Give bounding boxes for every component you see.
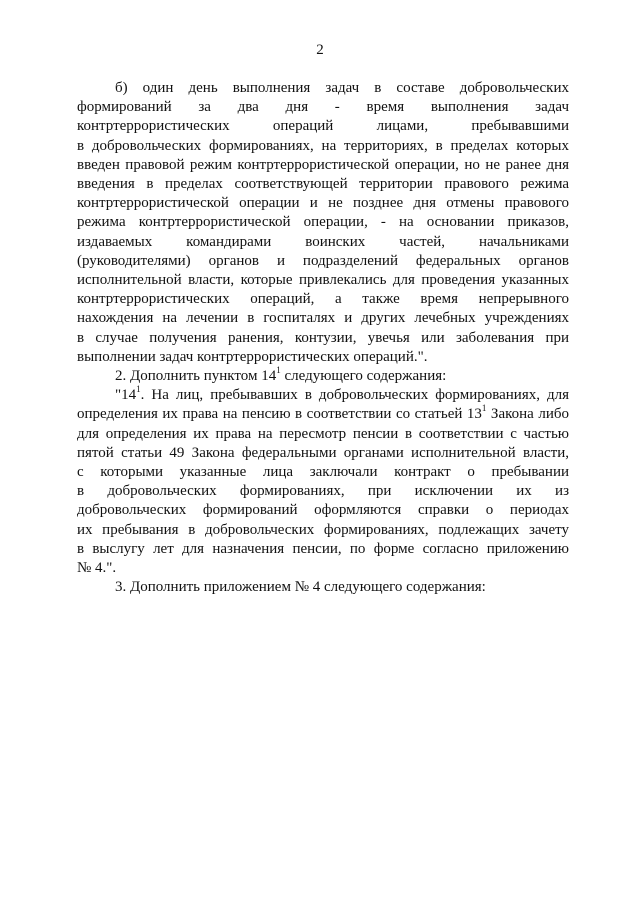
text-segment: . На лиц, пребывавших в добровольческих формированиях, для [140,387,569,404]
text-segment: Закона либо [486,406,569,423]
text-line: в добровольческих формированиях, на территориях, в пределах которых [77,137,569,154]
text-line: в выслугу лет для назначения пенсии, по форме согласно приложению [77,540,569,557]
text-line: введен правовой режим контртеррористической операции, но не ранее дня [77,156,569,173]
text-segment: следующего содержания: [280,368,447,385]
paragraph-4 [77,578,569,597]
text-line: добровольческих формирований оформляются справки о периодах [77,502,569,519]
text-line: в добровольческих формированиях, при исключении их из [77,483,569,500]
text-line: пятой статьи 49 Закона федеральными органами исполнительной власти, [77,444,569,461]
text-line: (руководителями) органов и подразделений федеральных органов [77,252,569,269]
text-line [77,386,569,405]
text-line: контртеррористических операций, а также время непрерывного [77,291,569,308]
text-line: с которыми указанные лица заключали контракт о пребывании [77,464,569,481]
text-line: в случае получения ранения, контузии, увечья или заболевания при [77,329,569,346]
text-line [77,405,569,424]
paragraph-1 [77,79,569,367]
text-segment: "14 [115,387,137,404]
text-line: для определения их права на пересмотр пенсии в соответствии с частью [77,425,569,442]
superscript: 1 [276,365,281,376]
text-line: № 4.". [77,560,117,577]
text-line: исполнительной власти, которые привлекались для проведения указанных [77,272,569,289]
text-line: их пребывания в добровольческих формированиях, подлежащих зачету [77,521,569,538]
page-number: 2 [316,42,324,58]
paragraph-3 [77,386,569,578]
text-line [77,367,569,386]
superscript: 1 [136,384,141,395]
text-line: формирований за два дня - время выполнения задач [77,99,569,116]
document-body [77,79,569,597]
text-line: введения в пределах соответствующей территории правового режима [77,176,569,193]
text-segment: определения их права на пенсию в соответствии со статьей 13 [77,406,482,423]
text-line: издаваемых командирами воинских частей, начальниками [77,233,569,250]
text-line: б) один день выполнения задач в составе добровольческих [115,80,569,96]
paragraph-2 [77,367,569,386]
text-line: контртеррористической операции и не позднее дня отмены правового [77,195,569,212]
text-line: нахождения на лечении в госпиталях и других лечебных учреждениях [77,310,569,327]
text-line: выполнении задач контртеррористических операций.". [77,348,428,365]
text-segment: 2. Дополнить пунктом 14 [115,368,277,385]
text-line: режима контртеррористической операции, - на основании приказов, [77,214,569,231]
text-line: 3. Дополнить приложением № 4 следующего содержания: [115,579,486,596]
text-line: контртеррористических операций лицами, пребывавшими [77,118,569,135]
superscript: 1 [481,403,487,414]
